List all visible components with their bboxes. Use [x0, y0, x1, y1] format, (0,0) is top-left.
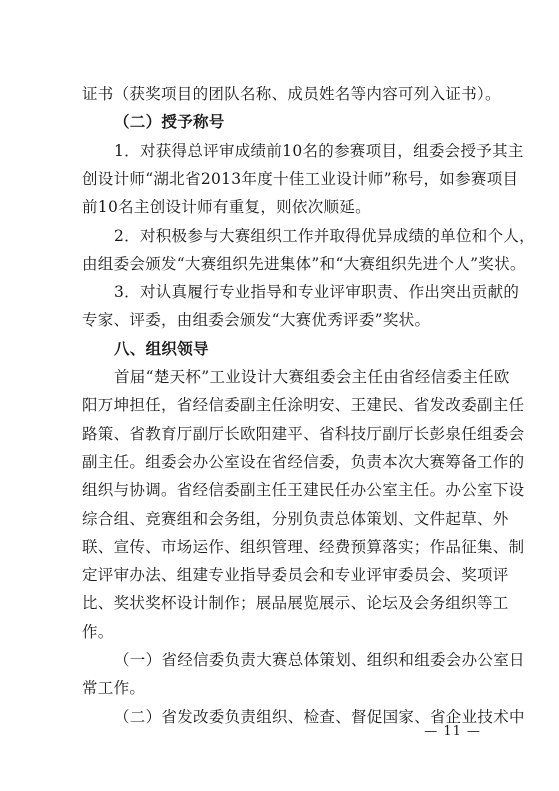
paragraph-line: 由组委会颁发“大赛组织先进集体”和“大赛组织先进个人”奖状。	[82, 255, 526, 273]
paragraph-line: 副主任。组委会办公室设在省经信委，负责本次大赛筹备工作的	[82, 453, 525, 471]
paragraph-line: 阳万坤担任，省经信委副主任涂明安、王建民、省发改委副主任	[82, 396, 525, 414]
paragraph-line: 作。	[82, 623, 114, 641]
paragraph-line: 专家、评委，由组委会颁发“大赛优秀评委”奖状。	[82, 311, 431, 329]
paragraph-line: 组织与协调。省经信委副主任王建民任办公室主任。办公室下设	[82, 481, 525, 499]
paragraph-line: 比、奖状奖杯设计制作；展品展览展示、论坛及会务组织等工	[82, 594, 509, 612]
paragraph-line: 2．对积极参与大赛组织工作并取得优异成绩的单位和个人，	[114, 227, 535, 245]
section-heading-organization: 八、组织领导	[114, 340, 209, 358]
paragraph-line: 路策、省教育厅副厅长欧阳建平、省科技厅副厅长彭泉任组委会	[82, 425, 525, 443]
paragraph-line: 前10名主创设计师有重复，则依次顺延。	[82, 198, 371, 216]
paragraph-line: 证书（获奖项目的团队名称、成员姓名等内容可列入证书）。	[82, 85, 501, 103]
paragraph-line: 综合组、竞赛组和会务组，分别负责总体策划、文件起草、外	[82, 510, 509, 528]
paragraph-line: （一）省经信委负责大赛总体策划、组织和组委会办公室日	[114, 651, 525, 669]
page-number: — 11 —	[424, 724, 481, 739]
section-heading-award-title: （二）授予称号	[114, 113, 225, 131]
paragraph-line: 定评审办法、组建专业指导委员会和专业评审委员会、奖项评	[82, 566, 509, 584]
paragraph-line: （二）省发改委负责组织、检查、督促国家、省企业技术中	[114, 708, 525, 726]
paragraph-line: 联、宣传、市场运作、组织管理、经费预算落实；作品征集、制	[82, 538, 525, 556]
paragraph-line: 创设计师“湖北省2013年度十佳工业设计师”称号，如参赛项目	[82, 170, 519, 188]
paragraph-line: 1．对获得总评审成绩前10名的参赛项目，组委会授予其主	[114, 142, 524, 160]
paragraph-line: 常工作。	[82, 679, 146, 697]
paragraph-line: 首届“楚天杯”工业设计大赛组委会主任由省经信委主任欧	[114, 368, 510, 386]
paragraph-line: 3．对认真履行专业指导和专业评审职责、作出突出贡献的	[114, 283, 520, 301]
